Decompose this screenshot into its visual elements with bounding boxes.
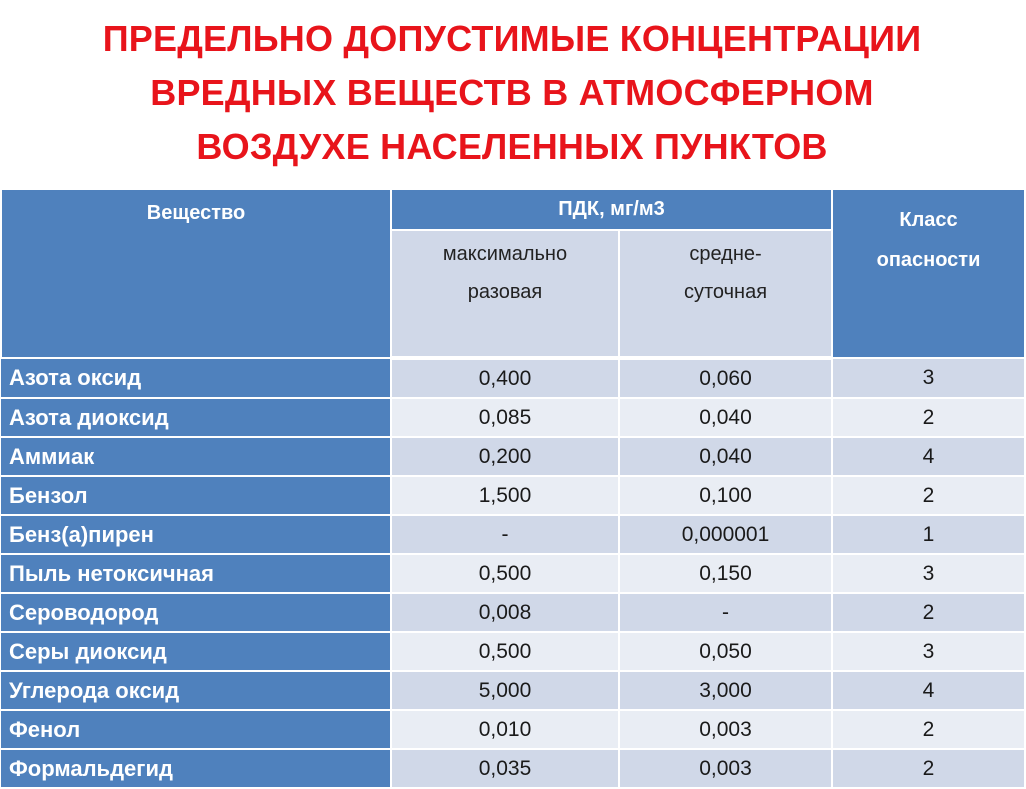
daily-avg-cell: 0,040 — [619, 437, 832, 476]
table-row — [1, 554, 1025, 593]
substance-name-cell: Пыль нетоксичная — [1, 554, 391, 593]
header-max-single — [391, 230, 619, 358]
substance-name-cell: Серы диоксид — [1, 632, 391, 671]
substance-name-cell: Бензол — [1, 476, 391, 515]
page-title — [0, 12, 1024, 174]
max-single-cell: 0,008 — [391, 593, 619, 632]
title-line-1: ПРЕДЕЛЬНО ДОПУСТИМЫЕ КОНЦЕНТРАЦИИ — [102, 18, 922, 59]
header-max-line-2: разовая — [467, 281, 543, 304]
title-line-3: ВОЗДУХЕ НАСЕЛЕННЫХ ПУНКТОВ — [196, 126, 828, 167]
substance-name-cell: Формальдегид — [1, 749, 391, 788]
daily-avg-cell: 0,000001 — [619, 515, 832, 554]
max-single-cell: 0,085 — [391, 398, 619, 437]
header-pdk: ПДК, мг/м3 — [391, 189, 832, 230]
max-single-cell: 0,035 — [391, 749, 619, 788]
substance-name-cell: Фенол — [1, 710, 391, 749]
table-row — [1, 593, 1025, 632]
substance-name-cell: Азота оксид — [1, 358, 391, 398]
daily-avg-cell: - — [619, 593, 832, 632]
hazard-class-cell: 1 — [832, 515, 1025, 554]
max-single-cell: 0,500 — [391, 632, 619, 671]
hazard-class-cell: 2 — [832, 593, 1025, 632]
daily-avg-cell: 0,060 — [619, 358, 832, 398]
hazard-class-cell: 4 — [832, 671, 1025, 710]
max-single-cell: 0,400 — [391, 358, 619, 398]
daily-avg-cell: 0,040 — [619, 398, 832, 437]
table-row — [1, 515, 1025, 554]
table-row — [1, 398, 1025, 437]
table-row — [1, 671, 1025, 710]
header-hazard-class — [832, 189, 1025, 358]
header-class-line-2: опасности — [876, 249, 981, 271]
daily-avg-cell: 3,000 — [619, 671, 832, 710]
daily-avg-cell: 0,003 — [619, 710, 832, 749]
header-substance: Вещество — [1, 189, 391, 358]
substance-name-cell: Бенз(а)пирен — [1, 515, 391, 554]
daily-avg-cell: 0,050 — [619, 632, 832, 671]
header-max-line-1: максимально — [442, 243, 568, 266]
substance-name-cell: Углерода оксид — [1, 671, 391, 710]
table-row — [1, 437, 1025, 476]
substance-name-cell: Аммиак — [1, 437, 391, 476]
table-row — [1, 632, 1025, 671]
title-line-2: ВРЕДНЫХ ВЕЩЕСТВ В АТМОСФЕРНОМ — [150, 72, 874, 113]
table-row — [1, 749, 1025, 788]
substance-name-cell: Сероводород — [1, 593, 391, 632]
hazard-class-cell: 2 — [832, 710, 1025, 749]
hazard-class-cell: 3 — [832, 632, 1025, 671]
substance-name-cell: Азота диоксид — [1, 398, 391, 437]
max-single-cell: 0,200 — [391, 437, 619, 476]
header-daily-avg — [619, 230, 832, 358]
max-single-cell: 1,500 — [391, 476, 619, 515]
hazard-class-cell: 2 — [832, 749, 1025, 788]
max-single-cell: 5,000 — [391, 671, 619, 710]
header-avg-line-1: средне- — [689, 243, 762, 266]
hazard-class-cell: 4 — [832, 437, 1025, 476]
header-avg-line-2: суточная — [683, 281, 768, 304]
hazard-class-cell: 3 — [832, 554, 1025, 593]
header-class-line-1: Класс — [899, 209, 958, 231]
table-header — [1, 189, 1025, 358]
table-row — [1, 476, 1025, 515]
max-single-cell: - — [391, 515, 619, 554]
table-body — [1, 358, 1025, 788]
table-row — [1, 710, 1025, 749]
hazard-class-cell: 2 — [832, 476, 1025, 515]
max-single-cell: 0,500 — [391, 554, 619, 593]
daily-avg-cell: 0,003 — [619, 749, 832, 788]
max-single-cell: 0,010 — [391, 710, 619, 749]
pdk-table — [0, 188, 1026, 789]
hazard-class-cell: 3 — [832, 358, 1025, 398]
daily-avg-cell: 0,150 — [619, 554, 832, 593]
table-row — [1, 358, 1025, 398]
daily-avg-cell: 0,100 — [619, 476, 832, 515]
hazard-class-cell: 2 — [832, 398, 1025, 437]
